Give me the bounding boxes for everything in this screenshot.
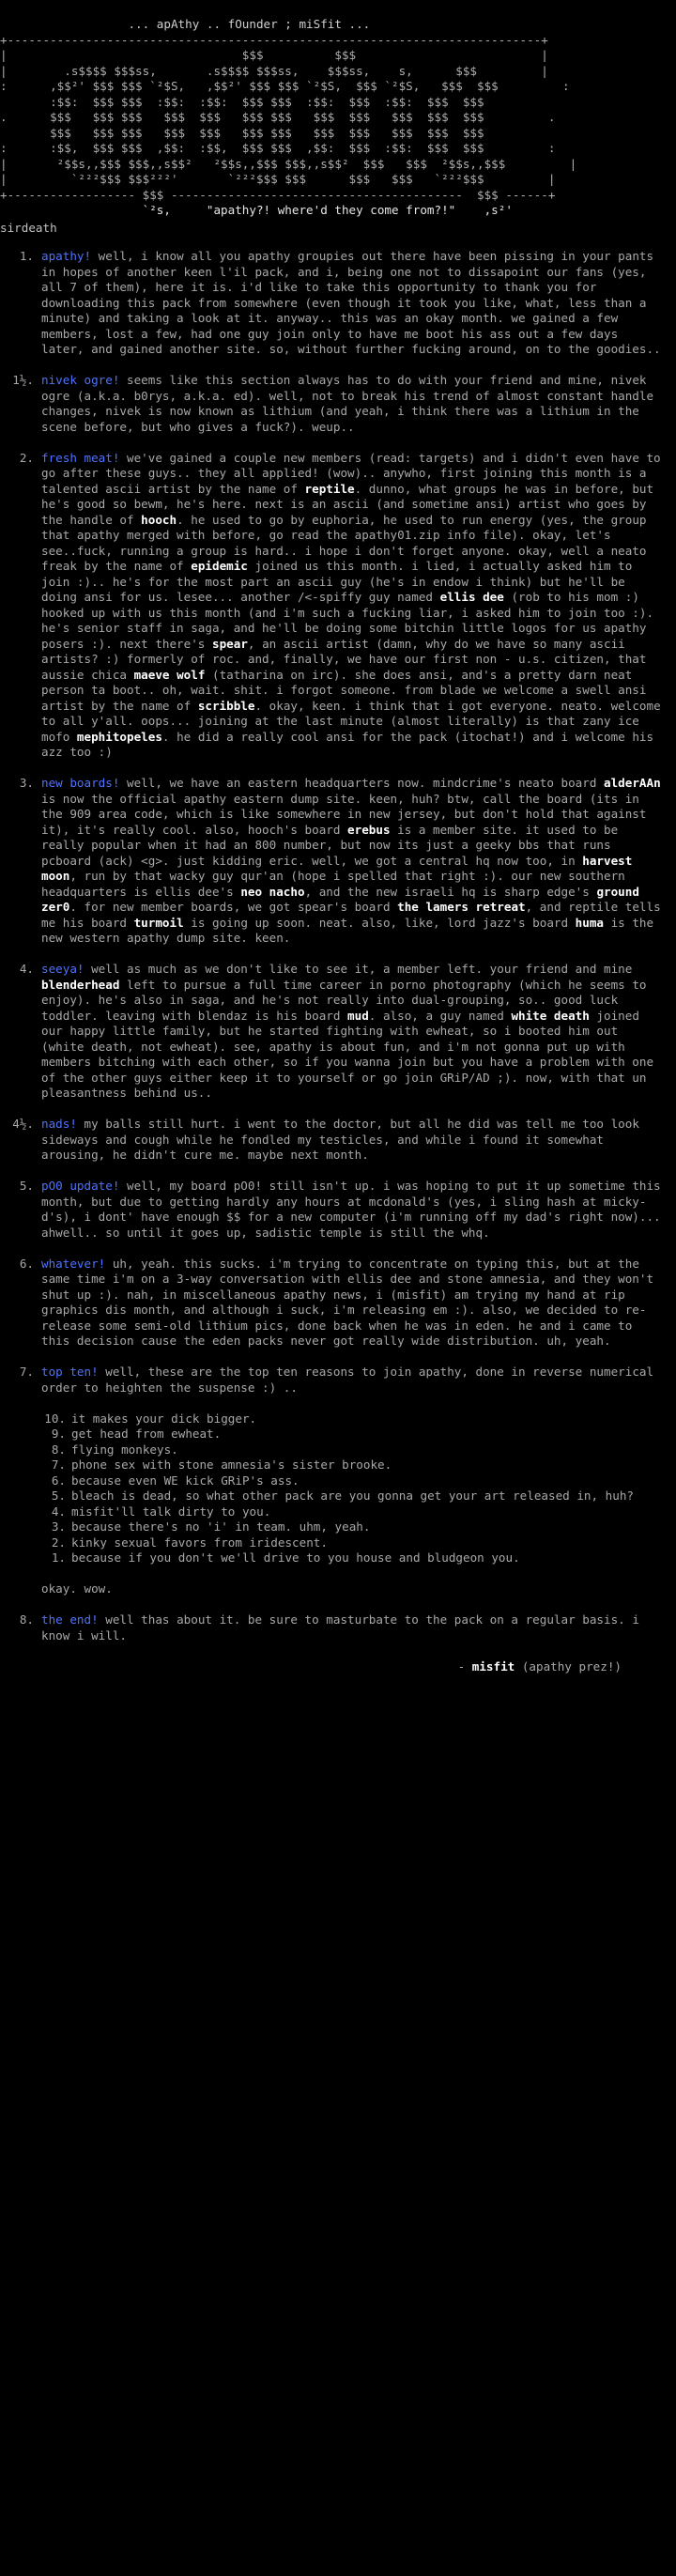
section-number: 5. [19,1179,34,1193]
section-text: . dunno, what groups he was in before, but he's good so bewm, he's here. next is an ascii (and sometime ansi) artist who goes by the handle of [41,481,654,527]
section-text: . for new member boards, we got spear's board [69,900,398,914]
top-ten-number: 3. [51,1519,66,1534]
header-art-line: . $$$ $$$ $$$ $$$ $$$ $$$ $$$ $$$ $$$ $$$ $$$ $$$ . [0,110,556,124]
top-ten-text: because even WE kick GRiP's ass. [71,1473,300,1488]
section-text: well as much as we don't like to see it, a member left. your friend and mine [84,962,633,976]
section-text: we've gained a couple new members (read: targets) and i didn't even have to go after these guys.. they all applied! (wow).. anywho, first joining this month is a talented ascii artist by the name of [41,450,661,496]
section-text: is a member site. it used to be really popular when it had an 800 number, but now its just a geeky bbs that runs pcboard (ack) <g>. just kidding eric. well, we got a central hq now too, in [41,822,619,868]
top-ten-number: 8. [51,1442,66,1457]
section-heading: top ten! [41,1365,99,1379]
section-number: 1. [19,249,34,263]
top-ten-text: get head from ewheat. [71,1427,222,1441]
signoff-name: misfit [471,1658,515,1674]
highlighted-name: spear [211,636,248,651]
section-text: well thas about it. be sure to masturbate to the pack on a regular basis. i know i will. [41,1612,639,1643]
header-art-line: $$$ $$$ $$$ $$$ $$$ $$$ $$$ $$$ $$$ $$$ $$$ $$$ [0,125,484,140]
section-number: 4. [19,962,34,976]
top-ten-number: 2. [51,1535,66,1550]
section-heading: seeya! [41,962,84,976]
section-number: 8. [19,1612,34,1627]
top-ten-text: because there's no 'i' in team. uhm, yeah. [71,1519,371,1534]
section-heading: apathy! [41,249,92,263]
section-item [0,1179,676,1241]
section-item [0,1257,676,1350]
top-ten-item [41,1489,661,1504]
section-item [0,451,676,761]
section-afterword: okay. wow. [41,1581,113,1596]
section-text: my balls still hurt. i went to the doctor, but all he did was tell me too look sideways and cough while he fondled my testicles, and while i found it somewhat arousing, he didn't cure me. maybe next month. [41,1117,639,1162]
section-item [0,1117,676,1164]
header-art-line: `²s, "apathy?! where'd they come from?!" ,s²' [0,203,513,217]
highlighted-name: maeve wolf [133,667,206,682]
section-heading: new boards! [41,776,120,790]
highlighted-name: the lamers retreat [397,900,526,914]
section-heading: fresh meat! [41,450,120,465]
header-art-line: +------------------ $$$ ----------------------------------------- $$$ ------+ [0,187,556,202]
highlighted-name: neo nacho [240,884,305,899]
section-text: joined us this month. i lied, i actually asked him to join :).. he's for the most part an ascii guy (he's in endow i think) but he'll be doing ansi for us. lesee... another /<-spiffy guy named [41,559,633,604]
section-text: is going up soon. neat. also, like, lord jazz's board [183,915,576,930]
top-ten-item [41,1442,661,1458]
section-text: . okay, keen. i think that i got everyone. neato. welcome to all y'all. oops... joining at the last minute (almost literally) is that zany ice mofo [41,698,661,744]
signoff [0,1659,676,1675]
highlighted-name: mephitopeles [76,729,162,744]
top-ten-number: 10. [44,1411,66,1426]
section-text: is now the official apathy eastern dump site. keen, huh? btw, call the board (its in the 909 area code, which is like somewhere in new jersey, but don't hold that against it), it's really cool. also, hooch's board [41,791,647,837]
section-number: 3. [19,776,34,790]
header-art-line: : ,$$²' $$$ $$$ `²$S, ,$$²' $$$ $$$ `²$S, $$$ `²$S, $$$ $$$ : [0,79,570,93]
signoff-prefix: - [457,1658,472,1674]
section-text: is the new western apathy dump site. keen. [41,915,654,945]
top-ten-item [41,1519,661,1535]
header-art-line: +---------------------------------------------------------------------------+ [0,32,548,47]
top-ten-item [41,1427,661,1442]
top-ten-number: 9. [51,1427,66,1441]
section-text: well, these are the top ten reasons to join apathy, done in reverse numerical order to heighten the suspense :) .. [41,1365,654,1395]
header-title-line: ... apAthy .. fOunder ; miSfit ... [0,17,371,31]
top-ten-number: 1. [51,1550,66,1565]
header-art-line: | .s$$$$ $$$ss, .s$$$$ $$$ss, $$$ss, s, $$$ | [0,63,548,78]
top-ten-text: bleach is dead, so what other pack are you gonna get your art released in, huh? [71,1489,634,1503]
top-ten-text: flying monkeys. [71,1442,178,1457]
section-text: well, i know all you apathy groupies out there have been pissing in your pants in hopes of another keen l'il pack, and i, being one not to dissapoint our fans (yes, all 7 of them), here it is. i'd like to take this opportunity to thank you for downloading this pack from somewhere (even though it took you like, what, less than a minute) and taking a look at it. anyway.. this was an okay month. we gained a few members, lost a few, had one guy join only to have me boot his ass out a few days later, and gained another site. so, without further fucking around, on to the goodies.. [41,249,661,356]
section-number: 4½. [12,1117,34,1131]
section-number: 6. [19,1256,34,1271]
section-heading: the end! [41,1612,99,1627]
artist-signature: sirdeath [0,220,57,235]
highlighted-name: hooch [141,512,177,527]
section-number: 1½. [12,373,34,387]
section-text: , and the new israeli hq is sharp edge's [304,884,597,899]
top-ten-text: phone sex with stone amnesia's sister brooke. [71,1458,392,1472]
top-ten-item [41,1473,661,1489]
highlighted-name: harvest moon [41,853,633,883]
section-item [0,962,676,1102]
highlighted-name: ground zer0 [41,884,639,914]
highlighted-name: erebus [347,822,391,837]
top-ten-number: 5. [51,1489,66,1503]
section-item [0,776,676,947]
section-number: 2. [19,450,34,465]
top-ten-number: 6. [51,1473,66,1488]
header-art-line: : :$$, $$$ $$$ ,$$: :$$, $$$ $$$ ,$$: $$$ :$$: $$$ $$$ : [0,141,556,155]
top-ten-text: misfit'll talk dirty to you. [71,1504,271,1519]
section-text: seems like this section always has to do with your friend and mine, nivek ogre (a.k.a. b0rys, a.k.a. ed). well, not to break his trend of almost constant handle changes, nivek is now known as lithium (and yeah, i think there was a lithium in the scene before, but who gives a fuck?). weup.. [41,373,654,434]
section-text: , an ascii artist (damn, why do we have so many ascii artists? :) formerly of roc. and, finally, we have our first non - u.s. citizen, that aussie chica [41,636,647,682]
section-text: well, we have an eastern headquarters now. mindcrime's neato board [119,776,604,790]
highlighted-name: alderAAn [604,776,661,790]
highlighted-name: scribble [197,698,255,713]
news-sections [0,249,676,1643]
top-ten-list [41,1411,661,1566]
top-ten-item [41,1411,661,1427]
section-heading: nivek ogre! [41,373,120,387]
top-ten-item [41,1535,661,1551]
top-ten-text: kinky sexual favors from iridescent. [71,1535,328,1550]
highlighted-name: huma [575,915,605,930]
header-art-line: | ²$$s,,$$$ $$$,,s$$² ²$$s,,$$$ $$$,,s$$² $$$ $$$ ²$$s,,$$$ | [0,156,577,171]
section-text: well, my board pO0! still isn't up. i was hoping to put it up sometime this month, but due to getting hardly any hours at mcdonald's (yes, i sling hash at micky-d's), i dont' have enough $$ for a new computer (i'm running off my dad's right now)... ahwell.. so until it goes up, sadistic temple is still the whq. [41,1179,661,1240]
top-ten-item [41,1550,661,1566]
section-item [0,249,676,358]
section-heading: pO0 update! [41,1179,120,1193]
highlighted-name: epidemic [191,559,248,573]
highlighted-name: white death [511,1008,590,1023]
section-text: . he did a really cool ansi for the pack (itochat!) and i welcome his azz too :) [41,729,654,759]
top-ten-item [41,1504,661,1520]
section-item [0,1612,676,1643]
section-heading: whatever! [41,1256,106,1271]
top-ten-number: 4. [51,1504,66,1519]
highlighted-name: turmoil [133,915,184,930]
top-ten-text: because if you don't we'll drive to you house and bludgeon you. [71,1550,520,1565]
section-text: . also, a guy named [368,1008,512,1023]
signoff-suffix: (apathy prez!) [515,1658,622,1674]
highlighted-name: ellis dee [439,590,504,604]
section-item [0,1365,676,1597]
section-text: , run by that wacky guy qur'an (hope i spelled that right :). our new southern headquarters is ellis dee's [41,869,625,899]
section-text: (rob to his mom :) hooked up with us this month (and i'm such a fucking liar, i asked him to join too :). he's senior staff in saga, and he'll be doing some bitchin little logos for us apathy posers :). next there's [41,590,654,651]
section-text: , and reptile tells me his board [41,900,661,930]
section-heading: nads! [41,1117,77,1131]
section-text: (tatharina on irc). she does ansi, and's a pretty darn neat person ta boot.. oh, wait. shit. i forgot someone. from blade we welcome a swell ansi artist by the name of [41,667,647,713]
section-item [0,373,676,435]
highlighted-name: blenderhead [41,977,120,992]
section-text: left to pursue a full time career in porno photography (which he seems to enjoy). he's also in saga, and he's not really into dual-grouping, so.. good luck toddler. leaving with blendaz is his board [41,977,647,1023]
highlighted-name: mud [347,1008,369,1023]
section-text: joined our happy little family, but he started fighting with ewheat, so i booted him out (white death, not ewheat). see, apathy is about fun, and i'm not gonna put up with members bitching with each other, so if you wanna join but you have a problem with one of the other guys either keep it to yourself or go join GRiP/AD ;). now, with that un pleasantness behind us.. [41,1008,654,1100]
header-art-line: :$$: $$$ $$$ :$$: :$$: $$$ $$$ :$$: $$$ :$$: $$$ $$$ [0,94,484,109]
top-ten-text: it makes your dick bigger. [71,1411,257,1426]
section-text: . he used to go by euphoria, he used to run energy (yes, the group that apathy merged with before, go read the apathy01.zip info file). okay, let's see..fuck, running a group is hard.. i hope i don't forget anyone. okay, well a neato freak by the name of [41,512,647,573]
top-ten-number: 7. [51,1458,66,1472]
highlighted-name: reptile [304,481,355,496]
header-art-line: | $$$ $$$ | [0,48,548,62]
top-ten-item [41,1458,661,1473]
header-ascii-art [0,0,676,219]
header-art-line: | `²²²$$$ $$$²²²' `²²²$$$ $$$ $$$ $$$ `²²²$$$ | [0,172,556,186]
section-number: 7. [19,1365,34,1379]
section-text: uh, yeah. this sucks. i'm trying to concentrate on typing this, but at the same time i'm on a 3-way conversation with ellis dee and stone amnesia, and they won't shut up :). nah, in miscellaneous apathy news, i (misfit) am trying my hand at rip graphics dis month, and although i suck, i'm releasing em :). also, we decided to re-release some semi-old lithium pics, done back when he was in eden. he and i came to this decision cause the eden packs never got really wide distribution. uh, yeah. [41,1256,654,1348]
